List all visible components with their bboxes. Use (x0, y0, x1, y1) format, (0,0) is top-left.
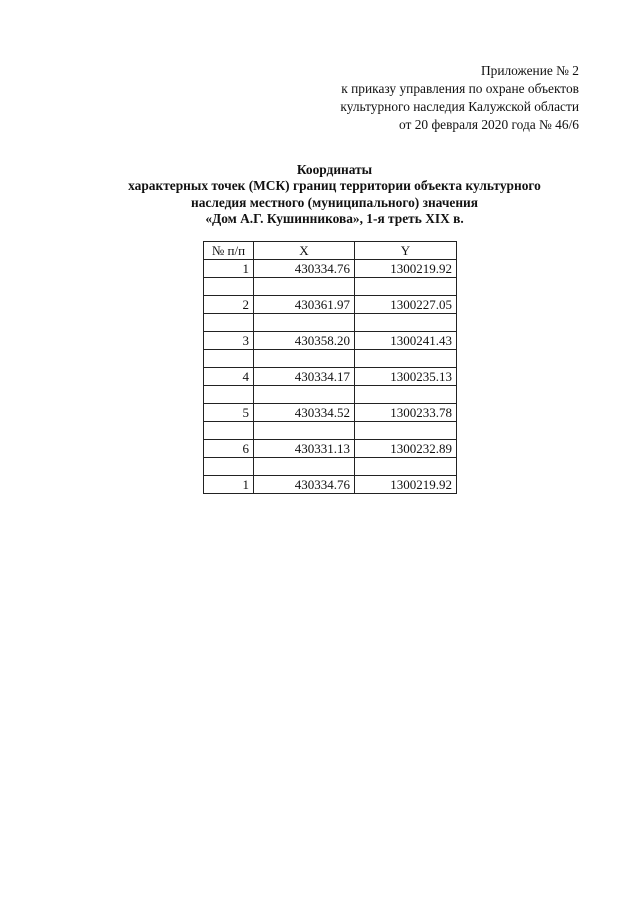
table-spacer-row (204, 422, 457, 440)
table-spacer-row (204, 278, 457, 296)
table-spacer-row (204, 314, 457, 332)
cell-y: 1300219.92 (355, 476, 457, 494)
header-y: Y (355, 242, 457, 260)
annex-authority: культурного наследия Калужской области (340, 99, 579, 114)
cell-y: 1300227.05 (355, 296, 457, 314)
annex-date: от 20 февраля 2020 года № 46/6 (399, 117, 579, 132)
title-line-3: наследия местного (муниципального) значения (190, 194, 478, 210)
table-row (204, 368, 457, 386)
annex-header (340, 62, 579, 134)
table-row (204, 260, 457, 278)
cell-x: 430331.13 (254, 440, 355, 458)
cell-num: 1 (204, 476, 254, 494)
cell-x: 430334.17 (254, 368, 355, 386)
cell-x: 430334.76 (254, 260, 355, 278)
cell-y: 1300235.13 (355, 368, 457, 386)
table-header-row (204, 242, 457, 260)
cell-num: 3 (204, 332, 254, 350)
title-line-2: характерных точек (МСК) границ территории объекта культурного (128, 178, 541, 194)
cell-x: 430361.97 (254, 296, 355, 314)
cell-x: 430334.52 (254, 404, 355, 422)
cell-x: 430358.20 (254, 332, 355, 350)
table-row (204, 440, 457, 458)
cell-num: 6 (204, 440, 254, 458)
annex-number: Приложение № 2 (480, 63, 579, 78)
cell-num: 1 (204, 260, 254, 278)
cell-y: 1300233.78 (355, 404, 457, 422)
cell-num: 4 (204, 368, 254, 386)
annex-order-ref: к приказу управления по охране объектов (341, 81, 579, 96)
cell-y: 1300241.43 (355, 332, 457, 350)
cell-y: 1300219.92 (355, 260, 457, 278)
cell-y: 1300232.89 (355, 440, 457, 458)
cell-num: 2 (204, 296, 254, 314)
table-row (204, 476, 457, 494)
cell-num: 5 (204, 404, 254, 422)
coordinates-table (203, 241, 457, 494)
document-title (0, 162, 639, 228)
table-row (204, 332, 457, 350)
title-line-1: Координаты (296, 162, 373, 177)
header-x: X (254, 242, 355, 260)
title-line-4: «Дом А.Г. Кушинникова», 1-я треть XIX в. (205, 211, 464, 227)
table-spacer-row (204, 386, 457, 404)
table-row (204, 296, 457, 314)
table-spacer-row (204, 350, 457, 368)
header-num: № п/п (204, 242, 254, 260)
table-spacer-row (204, 458, 457, 476)
cell-x: 430334.76 (254, 476, 355, 494)
table-row (204, 404, 457, 422)
